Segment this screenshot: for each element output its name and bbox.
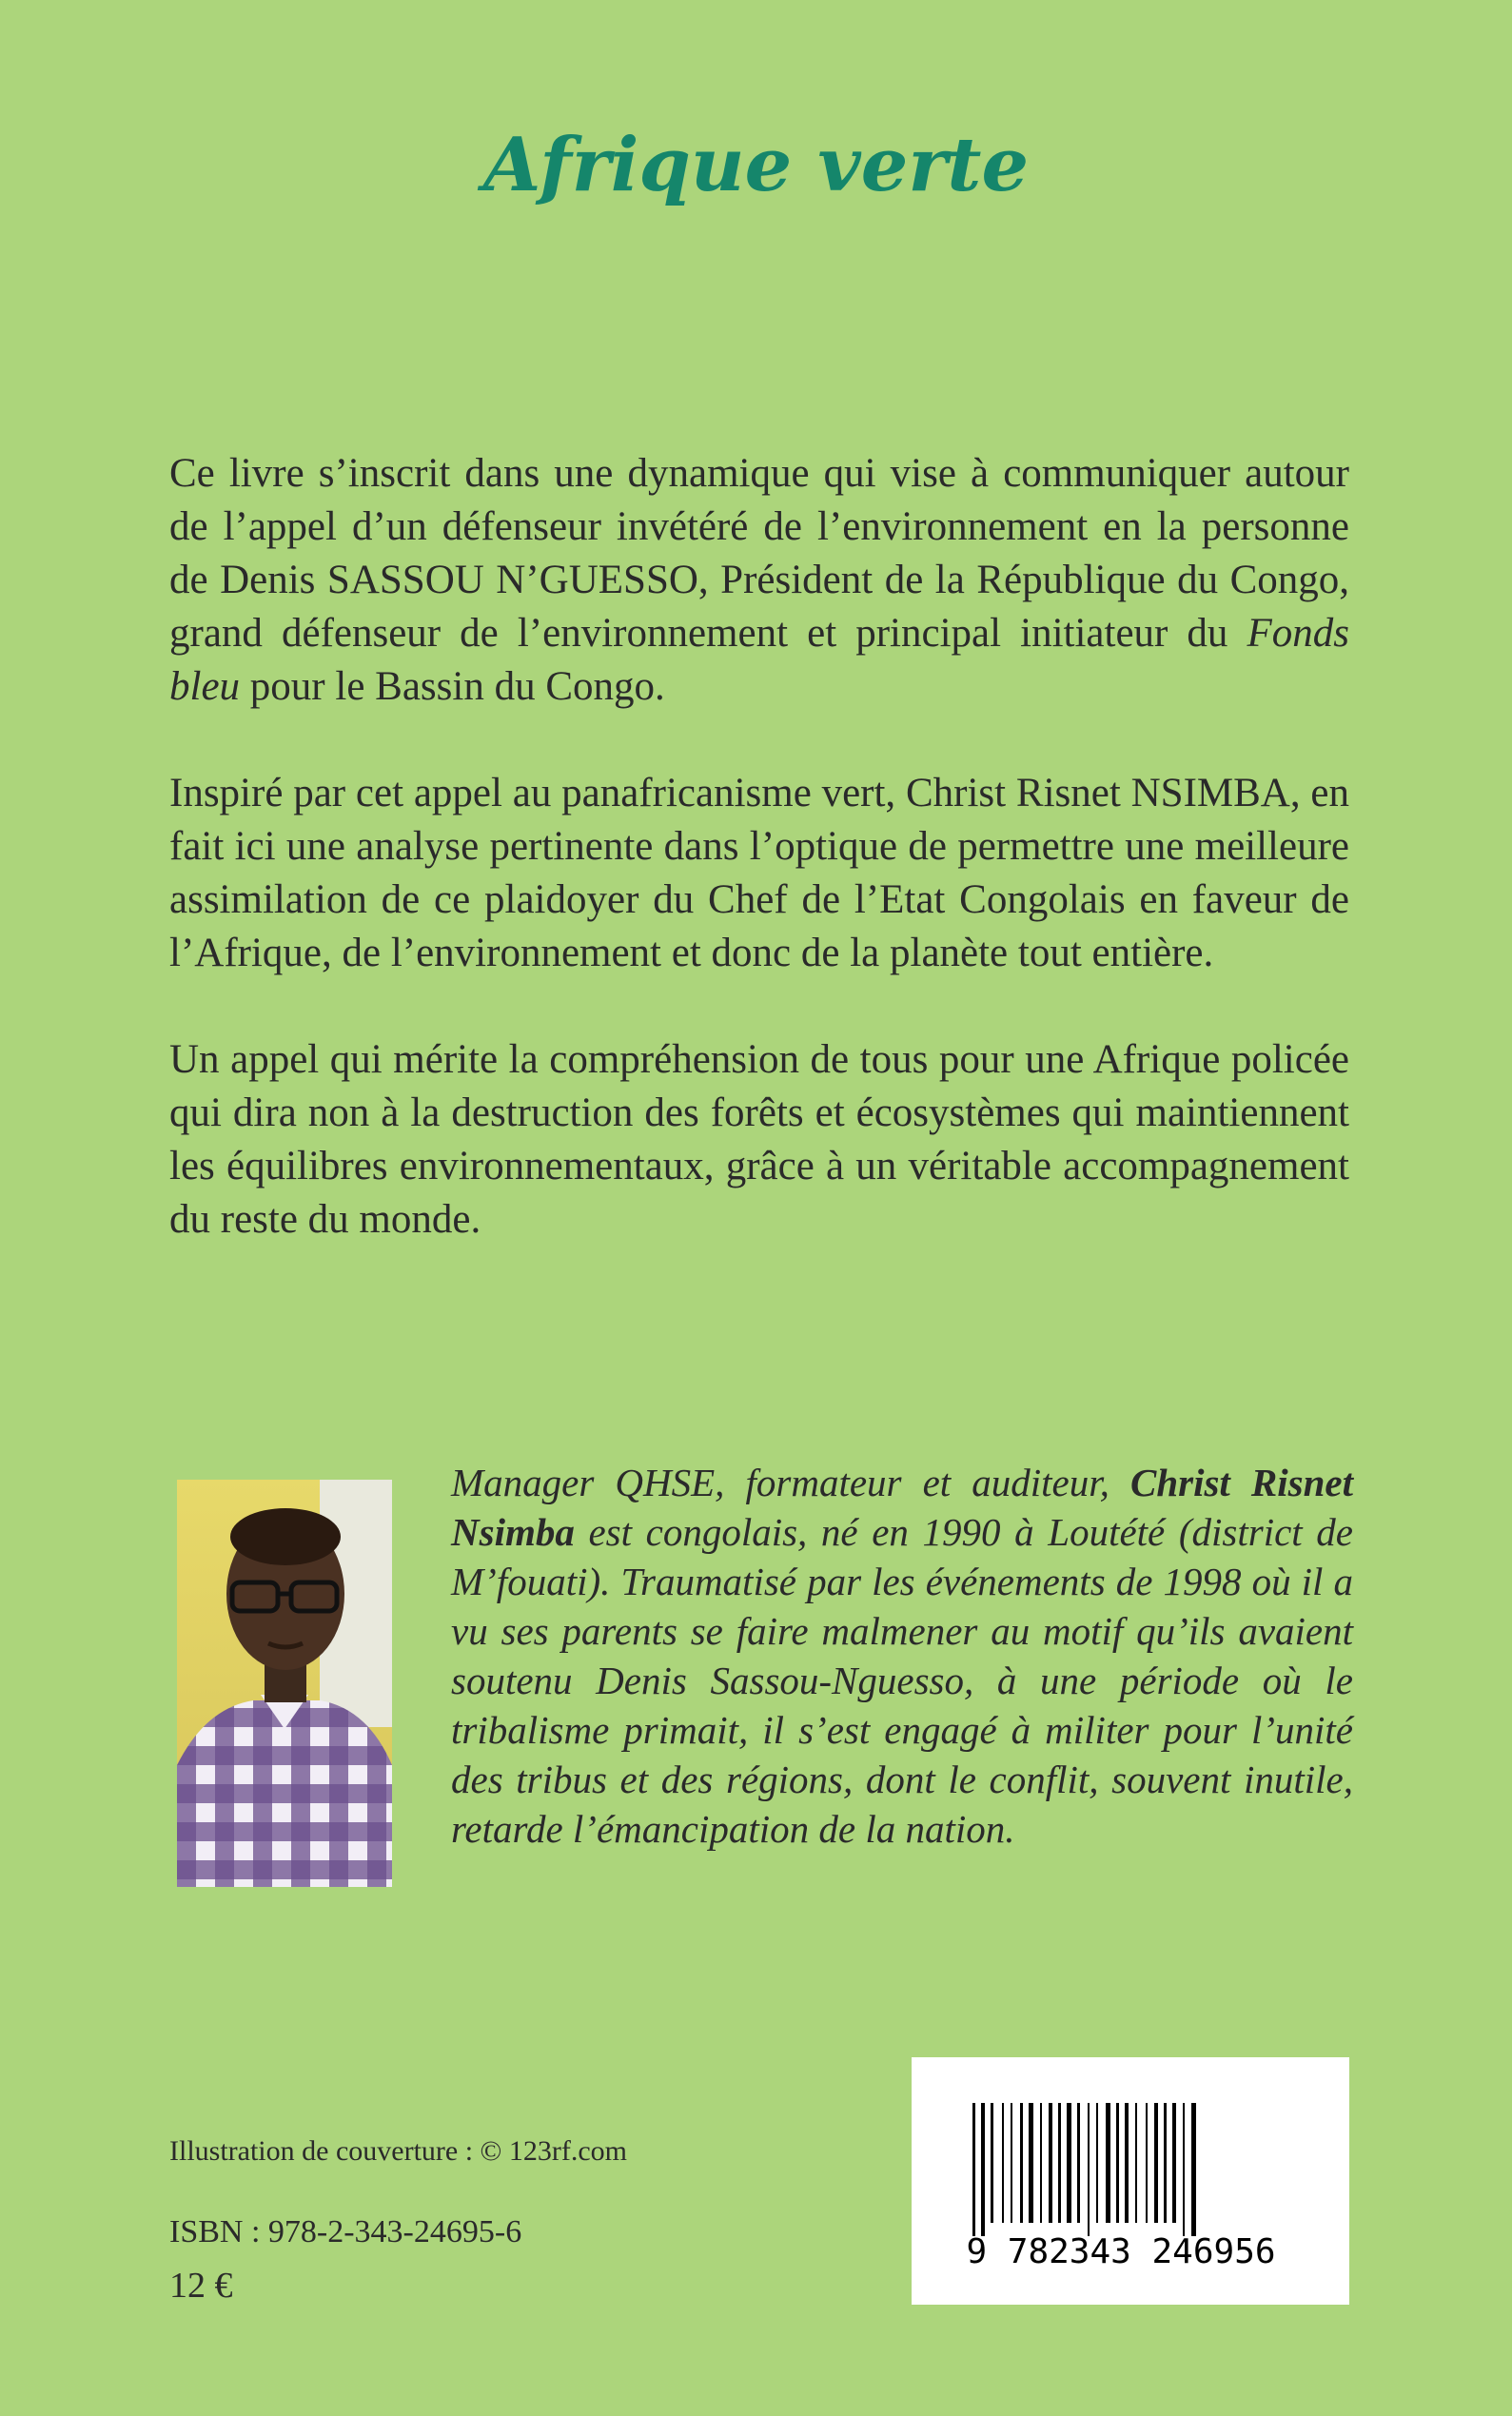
- barcode-bar: [1049, 2103, 1052, 2223]
- barcode-bar: [1125, 2103, 1129, 2223]
- barcode-bar: [1116, 2103, 1119, 2223]
- fonds-bleu-italic: Fonds bleu: [169, 611, 1349, 709]
- paragraph-3: Un appel qui mérite la compréhension de tous pour une Afrique policée qui dira non à la destruction des forêts et écosystèmes qui maintiennent les équilibres environnementaux, grâce à un véritable accompagnement du reste du monde.: [169, 1037, 1349, 1242]
- author-bio: [451, 1458, 1353, 1854]
- back-cover-text: [169, 447, 1349, 1247]
- author-photo: [177, 1480, 392, 1887]
- barcode-bar: [1058, 2103, 1061, 2223]
- barcode-bar: [1135, 2103, 1137, 2223]
- barcode-bar: [1096, 2103, 1098, 2223]
- book-title: Afrique verte: [482, 122, 1030, 208]
- barcode-bar: [1183, 2103, 1185, 2236]
- barcode-bar: [1106, 2103, 1110, 2223]
- barcode-bar: [1154, 2103, 1158, 2223]
- paragraph-1: [169, 447, 1349, 714]
- barcode-digits: 9 782343 246956: [966, 2232, 1276, 2271]
- barcode-bar: [1164, 2103, 1167, 2223]
- price: 12 €: [169, 2266, 233, 2306]
- barcode: [912, 2057, 1349, 2305]
- bio-intro: Manager QHSE, formateur et auditeur,: [451, 1461, 1130, 1504]
- barcode-bars: [972, 2103, 1196, 2236]
- barcode-bar: [1067, 2103, 1071, 2223]
- barcode-bar: [1077, 2103, 1080, 2223]
- barcode-bar: [1191, 2103, 1196, 2236]
- barcode-bar: [1029, 2103, 1033, 2223]
- barcode-bar: [1002, 2103, 1004, 2223]
- bio-rest: est congolais, né en 1990 à Loutété (district de M’fouati). Traumatisé par les événements de 1998 où il a vu ses parents se faire malmener au motif qu’ils avaient soutenu Denis Sassou-Nguesso, à une période où le tribalisme primait, il s’est engagé à militer pour l’unité des tribus et des régions, dont le conflit, souvent inutile, retarde l’émancipation de la nation.: [451, 1510, 1353, 1851]
- barcode-bar: [981, 2103, 985, 2236]
- paragraph-1-end: pour le Bassin du Congo.: [240, 664, 665, 709]
- isbn: ISBN : 978-2-343-24695-6: [169, 2214, 522, 2249]
- barcode-bar: [991, 2103, 993, 2223]
- barcode-bar: [972, 2103, 975, 2236]
- barcode-bar: [1020, 2103, 1023, 2223]
- paragraph-1-start: Ce livre s’inscrit dans une dynamique qui vise à communiquer autour de l’appel d’un défenseur invétéré de l’environnement en la personne de Denis SASSOU N’GUESSO, Président de la République du Congo, grand défenseur de l’environnement et principal initiateur du: [169, 451, 1349, 656]
- author-name: Christ Risnet Nsimba: [451, 1461, 1353, 1554]
- barcode-bar: [1011, 2103, 1012, 2223]
- barcode-bar: [1040, 2103, 1042, 2223]
- barcode-bar: [1172, 2103, 1176, 2223]
- barcode-bar: [1146, 2103, 1148, 2223]
- cover-credit: Illustration de couverture : © 123rf.com: [169, 2135, 627, 2167]
- paragraph-2: Inspiré par cet appel au panafricanisme vert, Christ Risnet NSIMBA, en fait ici une analyse pertinente dans l’optique de permettre une meilleure assimilation de ce plaidoyer du Chef de l’Etat Congolais en faveur de l’Afrique, de l’environnement et donc de la planète tout entière.: [169, 771, 1349, 975]
- barcode-bar: [1088, 2103, 1090, 2236]
